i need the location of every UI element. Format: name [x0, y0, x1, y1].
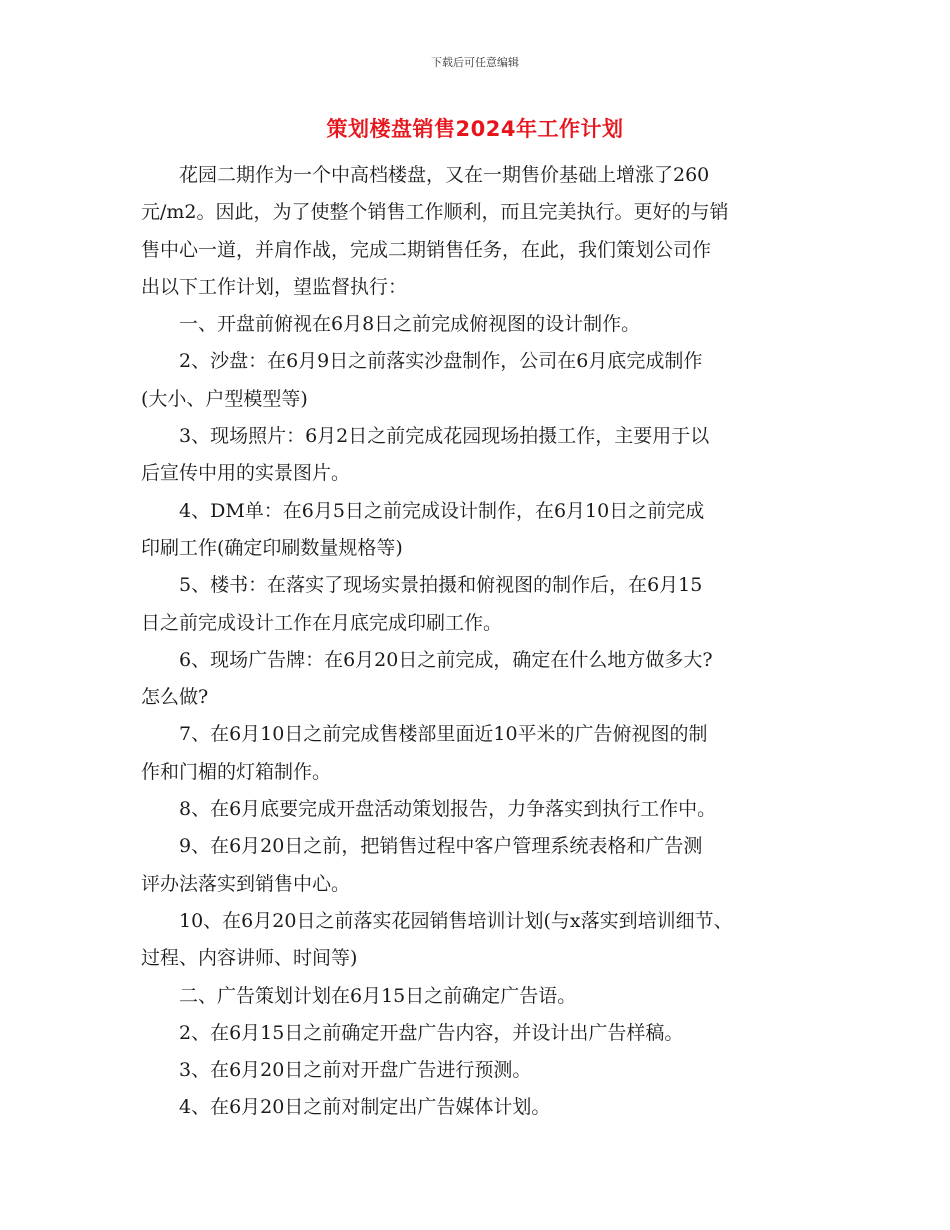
- page-header-note: 下载后可任意编辑: [431, 56, 519, 69]
- intro-paragraph: 花园二期作为一个中高档楼盘，又在一期售价基础上增涨了260 元/m2。因此，为了使整个销售工作顺利，而且完美执行。更好的与销 售中心一道，并肩作战，完成二期销售任务，在此，我们策划公司作 出以下工作计划，望监督执行：: [141, 164, 729, 298]
- plan-item-6-billboard: 6、现场广告牌：在6月20日之前完成，确定在什么地方做多大? 怎么做?: [141, 648, 713, 709]
- plan-item-10-training: 10、在6月20日之前落实花园销售培训计划(与x落实到培训细节、 过程、内容讲师、时间等): [141, 909, 733, 970]
- plan-item-2-sand-table: 2、沙盘：在6月9日之前落实沙盘制作，公司在6月底完成制作 (大小、户型模型等): [141, 350, 703, 410]
- plan-item-4-dm-flyer: 4、DM单：在6月5日之前完成设计制作，在6月10日之前完成 印刷工作(确定印刷数量规格等): [141, 499, 705, 559]
- ad-plan-section-heading: 二、广告策划计划在6月15日之前确定广告语。: [179, 984, 577, 1007]
- plan-item-1-overview-render: 一、开盘前俯视在6月8日之前完成俯视图的设计制作。: [179, 313, 641, 336]
- plan-item-9-customer-system: 9、在6月20日之前，把销售过程中客户管理系统表格和广告测 评办法落实到销售中心。: [141, 835, 703, 895]
- ad-plan-item-2: 2、在6月15日之前确定开盘广告内容，并设计出广告样稿。: [179, 1021, 684, 1044]
- document-title: 策划楼盘销售2024年工作计划: [326, 117, 624, 141]
- ad-plan-item-3: 3、在6月20日之前对开盘广告进行预测。: [179, 1059, 532, 1082]
- plan-item-8-opening-event: 8、在6月底要完成开盘活动策划报告，力争落实到执行工作中。: [179, 798, 717, 821]
- ad-plan-item-4: 4、在6月20日之前对制定出广告媒体计划。: [179, 1096, 551, 1119]
- plan-item-7-sales-office-ads: 7、在6月10日之前完成售楼部里面近10平米的广告俯视图的制 作和门楣的灯箱制作。: [141, 723, 708, 783]
- plan-item-3-site-photos: 3、现场照片：6月2日之前完成花园现场拍摄工作，主要用于以 后宣传中用的实景图片。: [141, 425, 710, 485]
- document-body: [141, 157, 831, 1127]
- plan-item-5-brochure: 5、楼书：在落实了现场实景拍摄和俯视图的制作后，在6月15 日之前完成设计工作在月底完成印刷工作。: [141, 574, 703, 634]
